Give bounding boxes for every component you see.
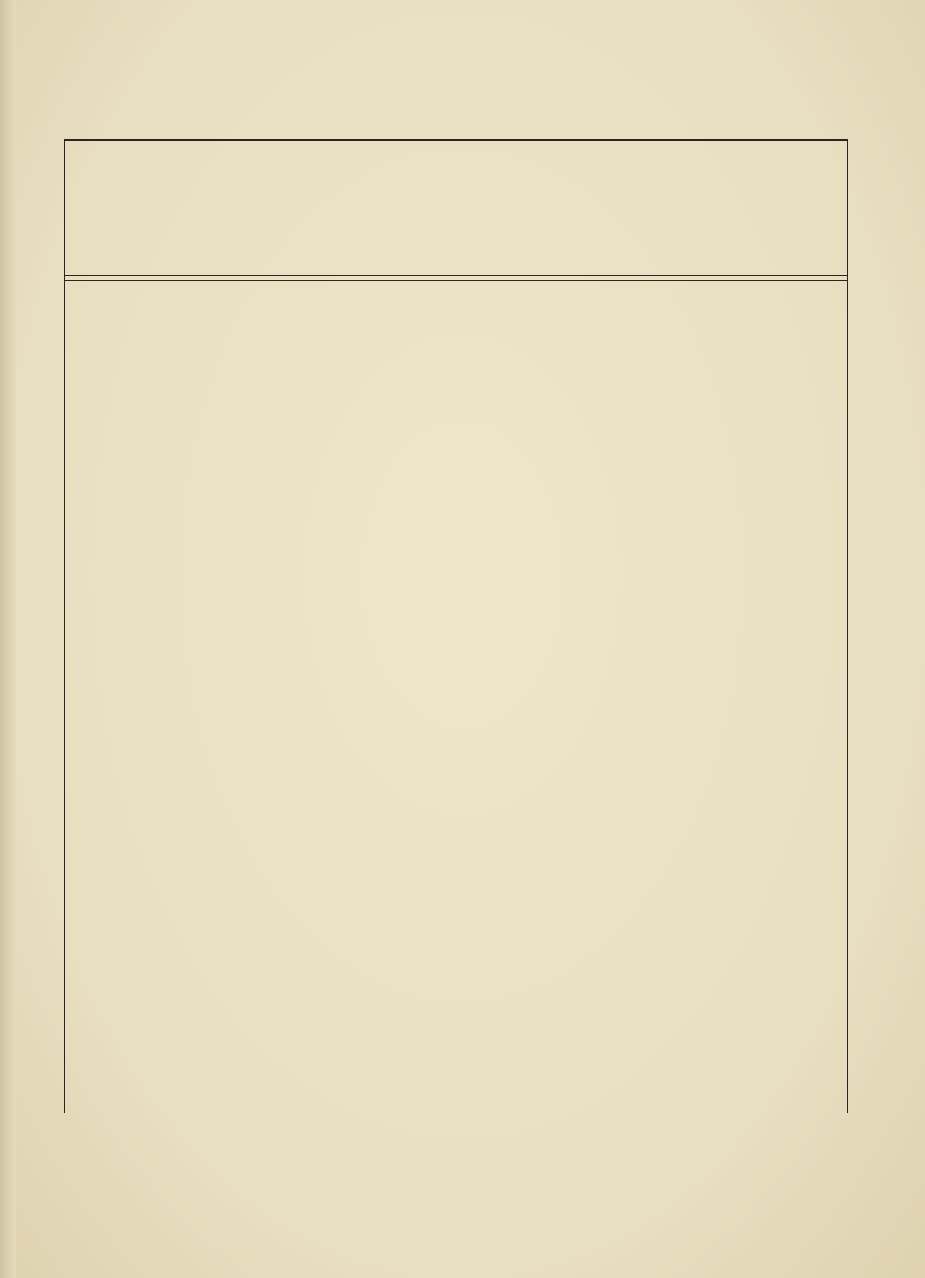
table-frame xyxy=(64,139,848,1113)
header-divider xyxy=(64,275,848,281)
book-spine-shadow xyxy=(0,0,16,1278)
